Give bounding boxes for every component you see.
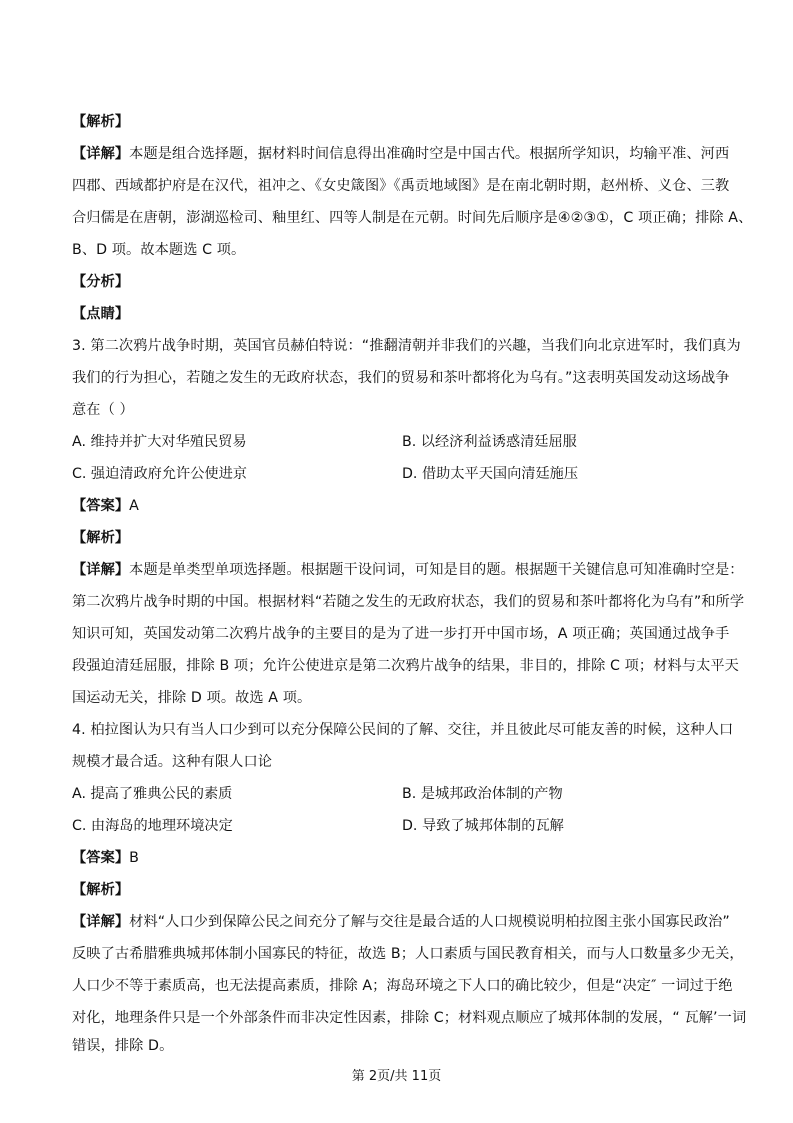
detail-paragraph-line: 【详解】本题是单类型单项选择题。根据题干设问词，可知是目的题。根据题干关键信息可知准确时空是：	[72, 562, 744, 578]
detail-paragraph-line: 反映了古希腊雅典城邦体制小国寡民的特征，故选 B；人口素质与国民教育相关，而与人口数量多少无关，	[72, 946, 744, 962]
question-stem-line: 规模才最合适。这种有限人口论	[72, 754, 273, 770]
page-footer: 第 2页/共 11页	[351, 1069, 442, 1084]
option-b: B. 以经济利益诱惑清廷屈服	[402, 434, 577, 450]
detail-label: 【详解】	[72, 146, 130, 162]
detail-paragraph-line: 四郡、西域都护府是在汉代，祖冲之、《女史箴图》《禹贡地域图》是在南北朝时期，赵州桥、义仓、三教	[72, 178, 730, 194]
detail-paragraph-line: 对化，地理条件只是一个外部条件而非决定性因素，排除 C；材料观点顺应了城邦体制的发展，“ 瓦解’一词	[72, 1010, 747, 1026]
detail-paragraph-line: B、D 项。故本题选 C 项。	[72, 242, 246, 258]
answer-value: B	[129, 850, 139, 866]
question-stem-line: 4. 柏拉图认为只有当人口少到可以充分保障公民间的了解、交往，并且彼此尽可能友善的时候，这种人口	[72, 722, 734, 738]
analysis-label: 【解析】	[72, 114, 130, 130]
analysis-label: 【解析】	[72, 530, 130, 546]
answer-line	[72, 496, 139, 516]
dianjing-label: 【点睛】	[72, 306, 130, 322]
answer-label: 【答案】	[72, 498, 130, 514]
detail-paragraph-line: 国运动无关，排除 D 项。故选 A 项。	[72, 690, 312, 706]
option-d: D. 借助太平天国向清廷施压	[402, 466, 579, 482]
option-a: A. 维持并扩大对华殖民贸易	[72, 434, 247, 450]
detail-label: 【详解】	[72, 914, 130, 930]
detail-paragraph-line: 段强迫清廷屈服，排除 B 项；允许公使进京是第二次鸦片战争的结果，非目的，排除 C 项；材料与太平天	[72, 658, 739, 674]
question-stem-line: 我们的行为担心，若随之发生的无政府状态，我们的贸易和茶叶都将化为乌有。”这表明英国发动这场战争	[72, 370, 730, 386]
detail-paragraph-line: 错误，排除 D。	[72, 1038, 174, 1054]
analysis-label: 【解析】	[72, 882, 130, 898]
detail-label: 【详解】	[72, 562, 130, 578]
answer-line	[72, 848, 139, 868]
detail-paragraph-line: 知识可知，英国发动第二次鸦片战争的主要目的是为了进一步打开中国市场，A 项正确；英国通过战争手	[72, 626, 730, 642]
option-c: C. 强迫清政府允许公使进京	[72, 466, 247, 482]
detail-paragraph-line: 【详解】本题是组合选择题，据材料时间信息得出准确时空是中国古代。根据所学知识，均输平准、河西	[72, 146, 730, 162]
question-stem-line: 意在（ ）	[72, 402, 134, 418]
detail-paragraph-line: 合归儒是在唐朝，澎湖巡检司、釉里红、四等人制是在元朝。时间先后顺序是④②③①，C 项正确；排除 A、	[72, 210, 753, 226]
question-stem-line: 3. 第二次鸦片战争时期，英国官员赫伯特说：“推翻清朝并非我们的兴趣，当我们向北京进军时，我们真为	[72, 338, 741, 354]
option-b: B. 是城邦政治体制的产物	[402, 786, 563, 802]
option-c: C. 由海岛的地理环境决定	[72, 818, 233, 834]
detail-paragraph-line: 人口少不等于素质高，也无法提高素质，排除 A；海岛环境之下人口的确比较少，但是“决定″ 一词过于绝	[72, 978, 733, 994]
option-d: D. 导致了城邦体制的瓦解	[402, 818, 564, 834]
option-a: A. 提高了雅典公民的素质	[72, 786, 233, 802]
fenxi-label: 【分析】	[72, 274, 130, 290]
detail-paragraph-line: 第二次鸦片战争时期的中国。根据材料“若随之发生的无政府状态，我们的贸易和茶叶都将化为乌有”和所学	[72, 594, 745, 610]
detail-paragraph-line: 【详解】材料“人口少到保障公民之间充分了解与交往是最合适的人口规模说明柏拉图主张小国寡民政治”	[72, 914, 730, 930]
answer-value: A	[129, 498, 139, 514]
answer-label: 【答案】	[72, 850, 130, 866]
